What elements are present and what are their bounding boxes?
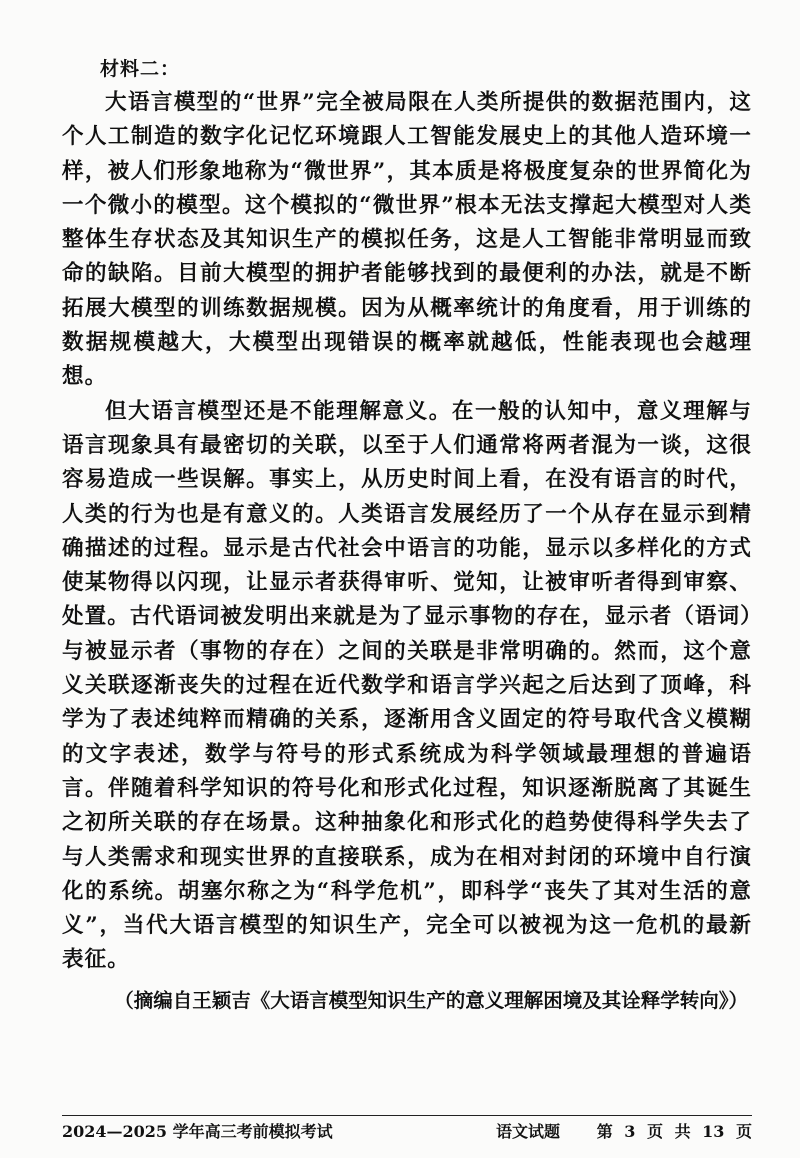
- footer-divider: [62, 1115, 752, 1116]
- paragraph-2: 但大语言模型还是不能理解意义。在一般的认知中，意义理解与语言现象具有最密切的关联，以至于人们通常将两者混为一谈，这很容易造成一些误解。事实上，从历史时间上看，在没有语言的时代，人类的行为也是有意义的。人类语言发展经历了一个从存在显示到精确描述的过程。显示是古代社会中语言的功能，显示以多样化的方式使某物得以闪现，让显示者获得审听、觉知，让被审听者得到审察、处置。古代语词被发明出来就是为了显示事物的存在，显示者（语词）与被显示者（事物的存在）之间的关联是非常明确的。然而，这个意义关联逐渐丧失的过程在近代数学和语言学兴起之后达到了顶峰，科学为了表述纯粹而精确的关系，逐渐用含义固定的符号取代含义模糊的文字表述，数学与符号的形式系统成为科学领域最理想的普遍语言。伴随着科学知识的符号化和形式化过程，知识逐渐脱离了其诞生之初所关联的存在场景。这种抽象化和形式化的趋势使得科学失去了与人类需求和现实世界的直接联系，成为在相对封闭的环境中自行演化的系统。胡塞尔称之为“科学危机”，即科学“丧失了其对生活的意义”，当代大语言模型的知识生产，完全可以被视为这一危机的最新表征。: [62, 398, 752, 973]
- section-title: 材料二：: [100, 58, 181, 80]
- footer-exam-name: 2024—2025 学年高三考前模拟考试: [62, 1122, 333, 1141]
- footer-subject: 语文试题: [496, 1122, 561, 1141]
- source-citation: （摘编自王颖吉《大语言模型知识生产的意义理解困境及其诠释学转向》）: [114, 988, 748, 1012]
- paragraph-1: 大语言模型的“世界”完全被局限在人类所提供的数据范围内，这个人工制造的数字化记忆环境跟人工智能发展史上的其他人造环境一样，被人们形象地称为“微世界”，其本质是将极度复杂的世界简化为一个微小的模型。这个模拟的“微世界”根本无法支撑起大模型对人类整体生存状态及其知识生产的模拟任务，这是人工智能非常明显而致命的缺陷。目前大模型的拥护者能够找到的最便利的办法，就是不断拓展大模型的训练数据规模。因为从概率统计的角度看，用于训练的数据规模越大，大模型出现错误的概率就越低，性能表现也会越理想。: [62, 90, 752, 390]
- page-footer: [62, 1119, 752, 1145]
- footer-page-number: 第 3 页 共 13 页: [596, 1122, 752, 1141]
- page-content: [62, 52, 752, 1018]
